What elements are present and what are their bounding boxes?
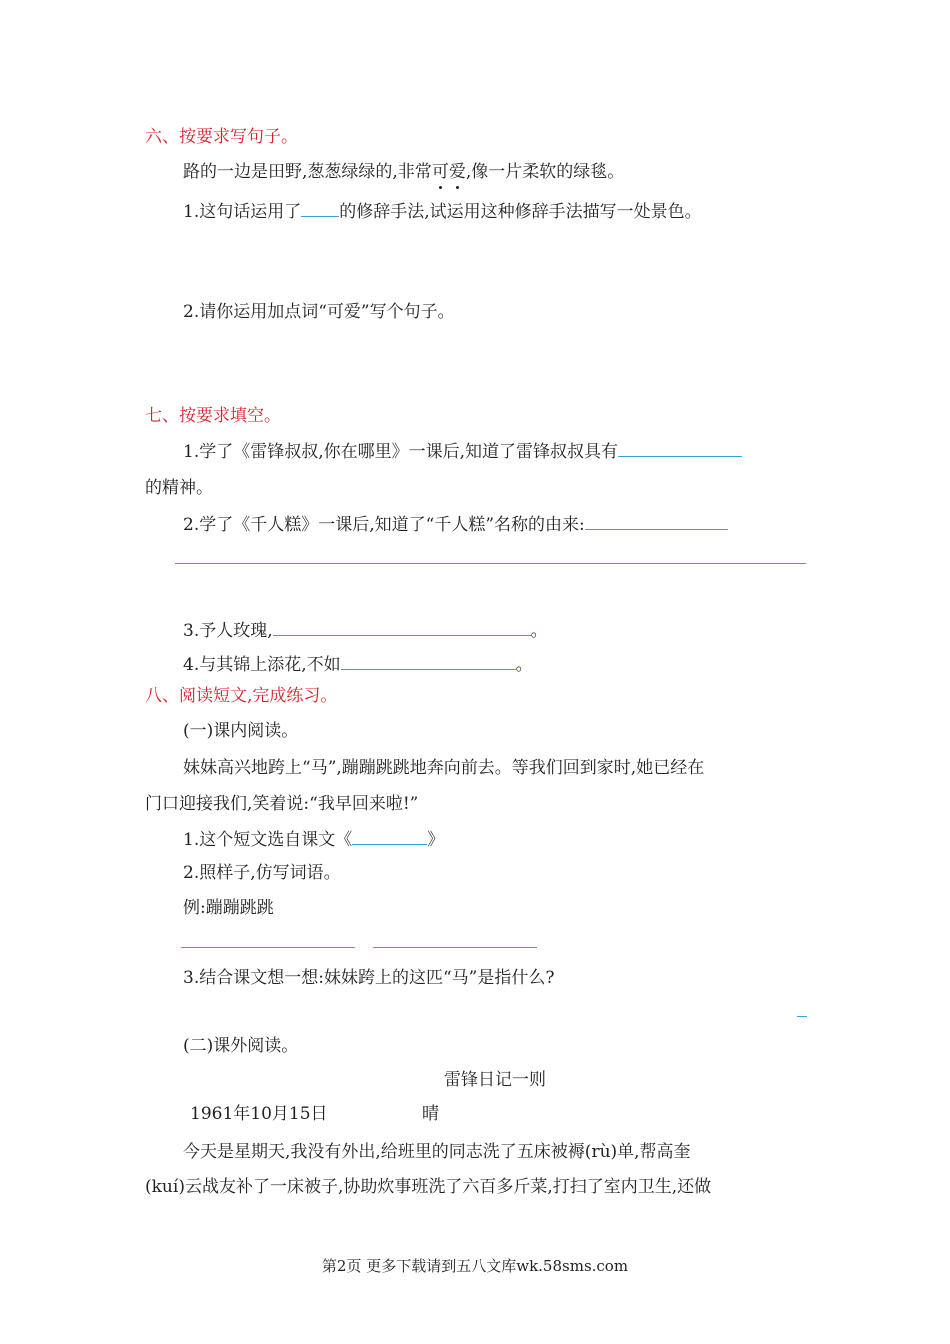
s7-question-4: 4.与其锦上添花,不如 。 [183, 651, 533, 677]
section-7-heading: 七、按要求填空。 [145, 406, 281, 426]
answer-line[interactable] [181, 947, 355, 948]
s6-sentence: 路的一边是田野,葱葱绿绿的,非常可爱,像一片柔软的绿毯。 [183, 162, 625, 182]
answer-blank[interactable] [301, 198, 339, 217]
s8-question-1: 1.这个短文选自课文《 》 [183, 826, 444, 852]
s7-question-1: 1.学了《雷锋叔叔,你在哪里》一课后,知道了雷锋叔叔具有 [183, 438, 742, 464]
s8-passage-2-line-2: (kuí)云战友补了一床被子,协助炊事班洗了六百多斤菜,打扫了室内卫生,还做 [145, 1177, 712, 1197]
emphasis-char: 爱 [448, 162, 466, 182]
s8-question-2: 2.照样子,仿写词语。 [183, 863, 341, 883]
s8-passage-1-line-2: 门口迎接我们,笑着说:“我早回来啦!” [145, 794, 419, 814]
page-footer: 第2页 更多下载请到五八文库wk.58sms.com [321, 1257, 629, 1275]
s6-question-2: 2.请你运用加点词“可爱”写个句子。 [183, 302, 455, 322]
s8-sub-1: (一)课内阅读。 [183, 721, 299, 741]
answer-blank[interactable] [341, 651, 516, 670]
answer-line[interactable] [797, 1016, 807, 1017]
answer-blank[interactable] [618, 438, 742, 457]
section-6-heading: 六、按要求写句子。 [145, 127, 298, 147]
s8-passage-2-line-1: 今天是星期天,我没有外出,给班里的同志洗了五床被褥(rù)单,帮高奎 [183, 1142, 691, 1162]
diary-weather: 晴 [422, 1104, 439, 1124]
s6-question-1: 1.这句话运用了 的修辞手法,试运用这种修辞手法描写一处景色。 [183, 198, 702, 224]
emphasis-char: 可 [431, 162, 449, 182]
s8-example: 例:蹦蹦跳跳 [183, 898, 274, 918]
answer-blank[interactable] [585, 511, 728, 530]
s8-sub-2: (二)课外阅读。 [183, 1036, 299, 1056]
diary-date: 1961年10月15日 [190, 1104, 328, 1124]
answer-blank[interactable] [273, 617, 531, 636]
answer-line[interactable] [373, 947, 537, 948]
s7-question-2: 2.学了《千人糕》一课后,知道了“千人糕”名称的由来: [183, 511, 728, 537]
s8-question-3: 3.结合课文想一想:妹妹跨上的这匹“马”是指什么? [183, 968, 555, 988]
answer-blank[interactable] [352, 826, 427, 845]
s8-passage-1-line-1: 妹妹高兴地跨上“马”,蹦蹦跳跳地奔向前去。等我们回到家时,她已经在 [183, 758, 705, 778]
section-8-heading: 八、阅读短文,完成练习。 [145, 686, 338, 706]
answer-line[interactable] [175, 563, 806, 564]
s7-question-3: 3.予人玫瑰, 。 [183, 617, 548, 643]
diary-title: 雷锋日记一则 [444, 1070, 546, 1090]
s7-question-1-cont: 的精神。 [145, 478, 213, 498]
